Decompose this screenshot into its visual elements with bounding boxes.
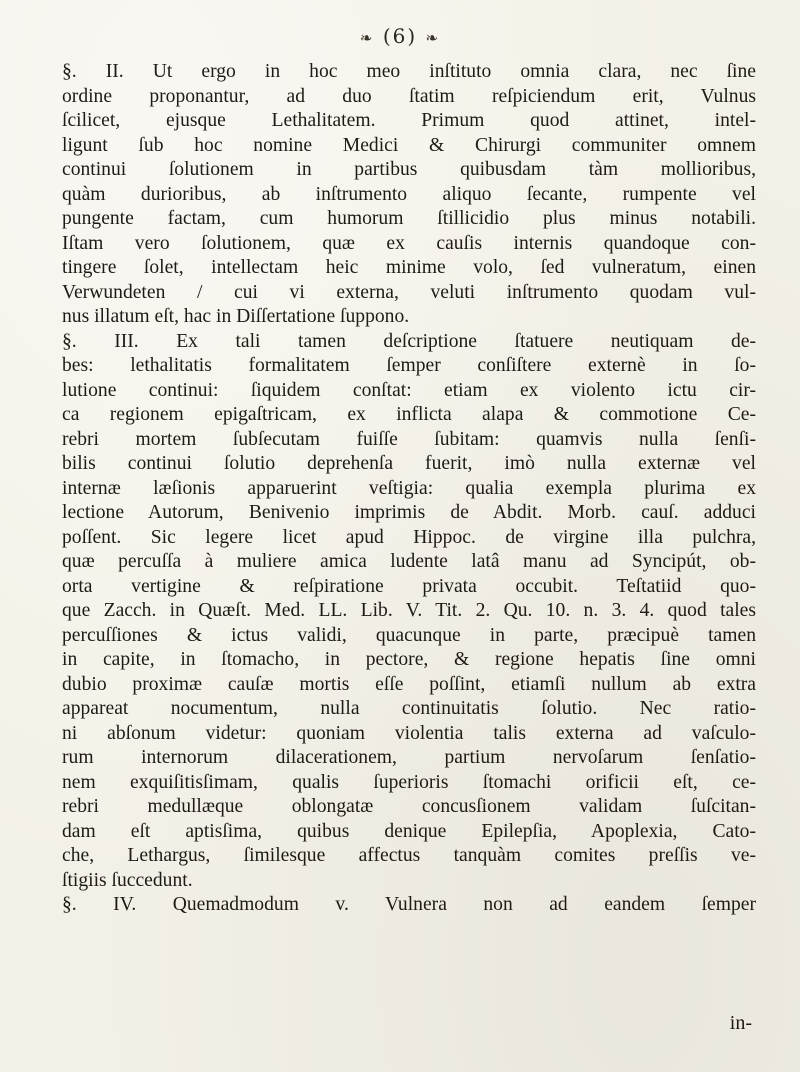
text-line: §. IV. Quemadmodum v. Vulnera non ad eandem ſemper	[62, 894, 756, 915]
text-line: ordine proponantur, ad duo ſtatim reſpiciendum erit, Vulnus	[62, 85, 756, 107]
text-line: dubio proximæ cauſæ mortis eſſe poſſint, etiamſi nullum ab extra	[62, 673, 756, 695]
text-line: nem exquiſitisſimam, qualis ſuperioris ſtomachi orificii eſt, ce-	[62, 771, 756, 793]
catchword: in-	[729, 1012, 752, 1034]
text-line: tingere ſolet, intellectam heic minime volo, ſed vulneratum, einen	[62, 257, 756, 278]
body-text	[62, 60, 756, 918]
text-line: Iſtam vero ſolutionem, quæ ex cauſis internis quandoque con-	[62, 232, 756, 254]
text-line: poſſent. Sic legere licet apud Hippoc. de virgine illa pulchra,	[62, 526, 756, 548]
text-line: che, Lethargus, ſimilesque affectus tanquàm comites preſſis ve-	[62, 845, 756, 866]
text-line: dam eſt aptisſima, quibus denique Epilepſia, Apoplexia, Cato-	[62, 820, 756, 842]
text-line: rebri mortem ſubſecutam fuiſſe ſubitam: quamvis nulla ſenſi-	[62, 428, 756, 450]
text-line: lectione Autorum, Benivenio imprimis de Abdit. Morb. cauſ. adduci	[62, 502, 756, 523]
text-line: orta vertigine & reſpiratione privata occubit. Teſtatiid quo-	[62, 575, 756, 597]
text-line: ſtigiis ſuccedunt.	[62, 869, 193, 891]
text-line: ſcilicet, ejusque Lethalitatem. Primum quod attinet, intel-	[62, 110, 756, 131]
text-line: ca regionem epigaſtricam, ex inflicta alapa & commotione Ce-	[62, 404, 756, 425]
text-line: Verwundeten / cui vi externa, veluti inſtrumento quodam vul-	[62, 281, 756, 303]
text-line: continui ſolutionem in partibus quibusdam tàm mollioribus,	[62, 159, 756, 180]
text-line: rebri medullæque oblongatæ concusſionem validam ſuſcitan-	[62, 796, 756, 817]
text-line: ligunt ſub hoc nomine Medici & Chirurgi communiter omnem	[62, 134, 756, 156]
text-line: bes: lethalitatis formalitatem ſemper conſiſtere externè in ſo-	[62, 355, 756, 376]
text-line: nus illatum eſt, hac in Diſſertatione ſuppono.	[62, 306, 410, 327]
text-line: pungente factam, cum humorum ſtillicidio plus minus notabili.	[62, 208, 756, 229]
text-line: quæ percuſſa à muliere amica ludente latâ manu ad Syncipút, ob-	[62, 551, 756, 572]
text-line: in capite, in ſtomacho, in pectore, & regione hepatis ſine omni	[62, 649, 756, 670]
left-ornament-icon: ❧	[359, 29, 375, 47]
text-line: rum internorum dilacerationem, partium nervoſarum ſenſatio-	[62, 747, 756, 768]
text-line: lutione continui: ſiquidem conſtat: etiam ex violento ictu cir-	[62, 379, 756, 401]
text-line: §. III. Ex tali tamen deſcriptione ſtatuere neutiquam de-	[62, 330, 756, 352]
text-line: bilis continui ſolutio deprehenſa fuerit, imò nulla externæ vel	[62, 453, 756, 474]
right-ornament-icon: ❧	[425, 29, 441, 47]
page-header	[0, 24, 800, 48]
text-line: que Zacch. in Quæſt. Med. LL. Lib. V. Tit. 2. Qu. 10. n. 3. 4. quod tales	[62, 600, 756, 621]
text-line: internæ læſionis apparuerint veſtigia: qualia exempla plurima ex	[62, 477, 756, 499]
page-number: (6)	[382, 24, 418, 48]
text-line: appareat nocumentum, nulla continuitatis ſolutio. Nec ratio-	[62, 698, 756, 719]
text-line: ni abſonum videtur: quoniam violentia talis externa ad vaſculo-	[62, 722, 756, 744]
text-line: §. II. Ut ergo in hoc meo inſtituto omnia clara, nec ſine	[62, 61, 756, 82]
text-line: percuſſiones & ictus validi, quacunque in parte, præcipuè tamen	[62, 624, 756, 646]
text-line: quàm durioribus, ab inſtrumento aliquo ſecante, rumpente vel	[62, 183, 756, 205]
